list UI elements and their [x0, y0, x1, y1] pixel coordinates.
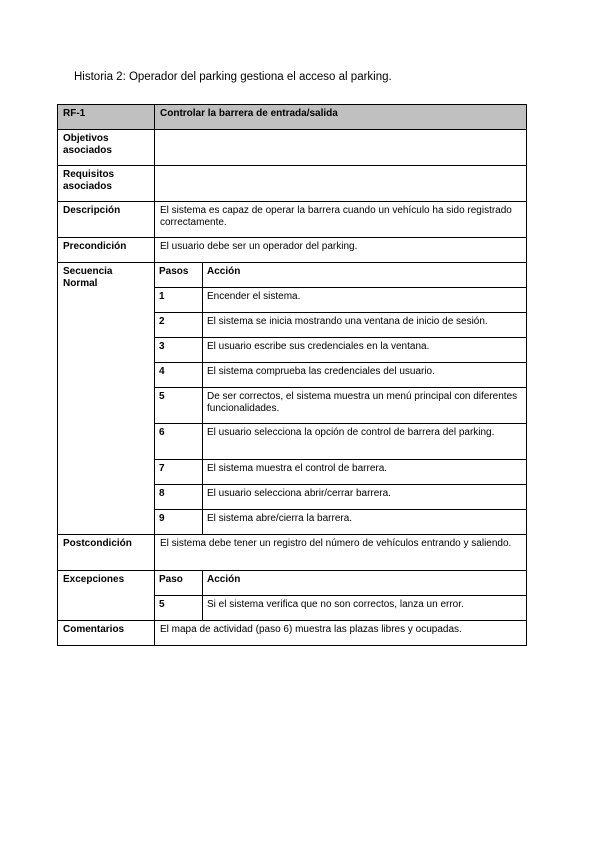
secuencia-header-row	[155, 263, 526, 288]
step-number: 2	[155, 313, 203, 338]
step-text: El usuario escribe sus credenciales en la ventana.	[203, 338, 527, 363]
requisitos-row	[58, 166, 527, 202]
step-row	[155, 338, 526, 363]
excepciones-col-paso: Paso	[155, 571, 203, 596]
descripcion-row	[58, 202, 527, 238]
step-text: El sistema muestra el control de barrera.	[203, 460, 527, 485]
objetivos-label: Objetivos asociados	[58, 130, 155, 166]
excepciones-table	[155, 571, 526, 620]
step-number: 8	[155, 485, 203, 510]
step-text: El usuario selecciona abrir/cerrar barrera.	[203, 485, 527, 510]
secuencia-steps-cell	[155, 263, 527, 535]
comentarios-row	[58, 621, 527, 646]
excepcion-step-number: 5	[155, 596, 203, 621]
objetivos-value	[155, 130, 527, 166]
requisitos-value	[155, 166, 527, 202]
precondicion-value: El usuario debe ser un operador del parking.	[155, 238, 527, 263]
step-number: 7	[155, 460, 203, 485]
excepcion-row	[155, 596, 526, 621]
step-text: El usuario selecciona la opción de control de barrera del parking.	[203, 424, 527, 460]
secuencia-label: Secuencia Normal	[58, 263, 155, 535]
postcondicion-row	[58, 535, 527, 571]
step-text: El sistema abre/cierra la barrera.	[207, 513, 353, 524]
step-row	[155, 363, 526, 388]
step-text: El sistema comprueba las credenciales del usuario.	[203, 363, 527, 388]
use-case-table	[57, 104, 527, 646]
excepciones-col-accion: Acción	[203, 571, 527, 596]
step-number: 3	[155, 338, 203, 363]
secuencia-col-accion: Acción	[203, 263, 527, 288]
comentarios-label: Comentarios	[58, 621, 155, 646]
excepciones-cell	[155, 571, 527, 621]
requisitos-label: Requisitos asociados	[58, 166, 155, 202]
precondicion-row	[58, 238, 527, 263]
step-row	[155, 424, 526, 460]
precondicion-label: Precondición	[58, 238, 155, 263]
excepciones-header-row	[155, 571, 526, 596]
step-number: 5	[155, 388, 203, 424]
step-text: Encender el sistema.	[203, 288, 527, 313]
header-row	[58, 105, 527, 130]
step-row	[155, 388, 526, 424]
secuencia-row	[58, 263, 527, 535]
excepciones-row	[58, 571, 527, 621]
descripcion-value: El sistema es capaz de operar la barrera cuando un vehículo ha sido registrado correctamente.	[155, 202, 527, 238]
excepciones-label: Excepciones	[58, 571, 155, 621]
postcondicion-label: Postcondición	[58, 535, 155, 571]
step-number: 6	[155, 424, 203, 460]
step-number: 1	[155, 288, 203, 313]
postcondicion-value: El sistema debe tener un registro del número de vehículos entrando y saliendo.	[155, 535, 527, 571]
secuencia-col-paso: Pasos	[155, 263, 203, 288]
step-row	[155, 313, 526, 338]
requirement-name: Controlar la barrera de entrada/salida	[155, 105, 527, 130]
step-text: El sistema se inicia mostrando una ventana de inicio de sesión.	[203, 313, 527, 338]
step-number: 4	[155, 363, 203, 388]
comentarios-value: El mapa de actividad (paso 6) muestra las plazas libres y ocupadas.	[155, 621, 527, 646]
objetivos-row	[58, 130, 527, 166]
secuencia-steps-table	[155, 263, 526, 534]
descripcion-label: Descripción	[58, 202, 155, 238]
step-row	[155, 288, 526, 313]
step-row	[155, 510, 526, 535]
step-row	[155, 485, 526, 510]
requirement-id: RF-1	[58, 105, 155, 130]
excepcion-text: Si el sistema verifica que no son correctos, lanza un error.	[207, 599, 464, 610]
step-number: 9	[155, 510, 203, 535]
step-text: De ser correctos, el sistema muestra un menú principal con diferentes funcionalidades.	[203, 388, 527, 424]
page-title: Historia 2: Operador del parking gestiona el acceso al parking.	[74, 71, 392, 83]
step-row	[155, 460, 526, 485]
